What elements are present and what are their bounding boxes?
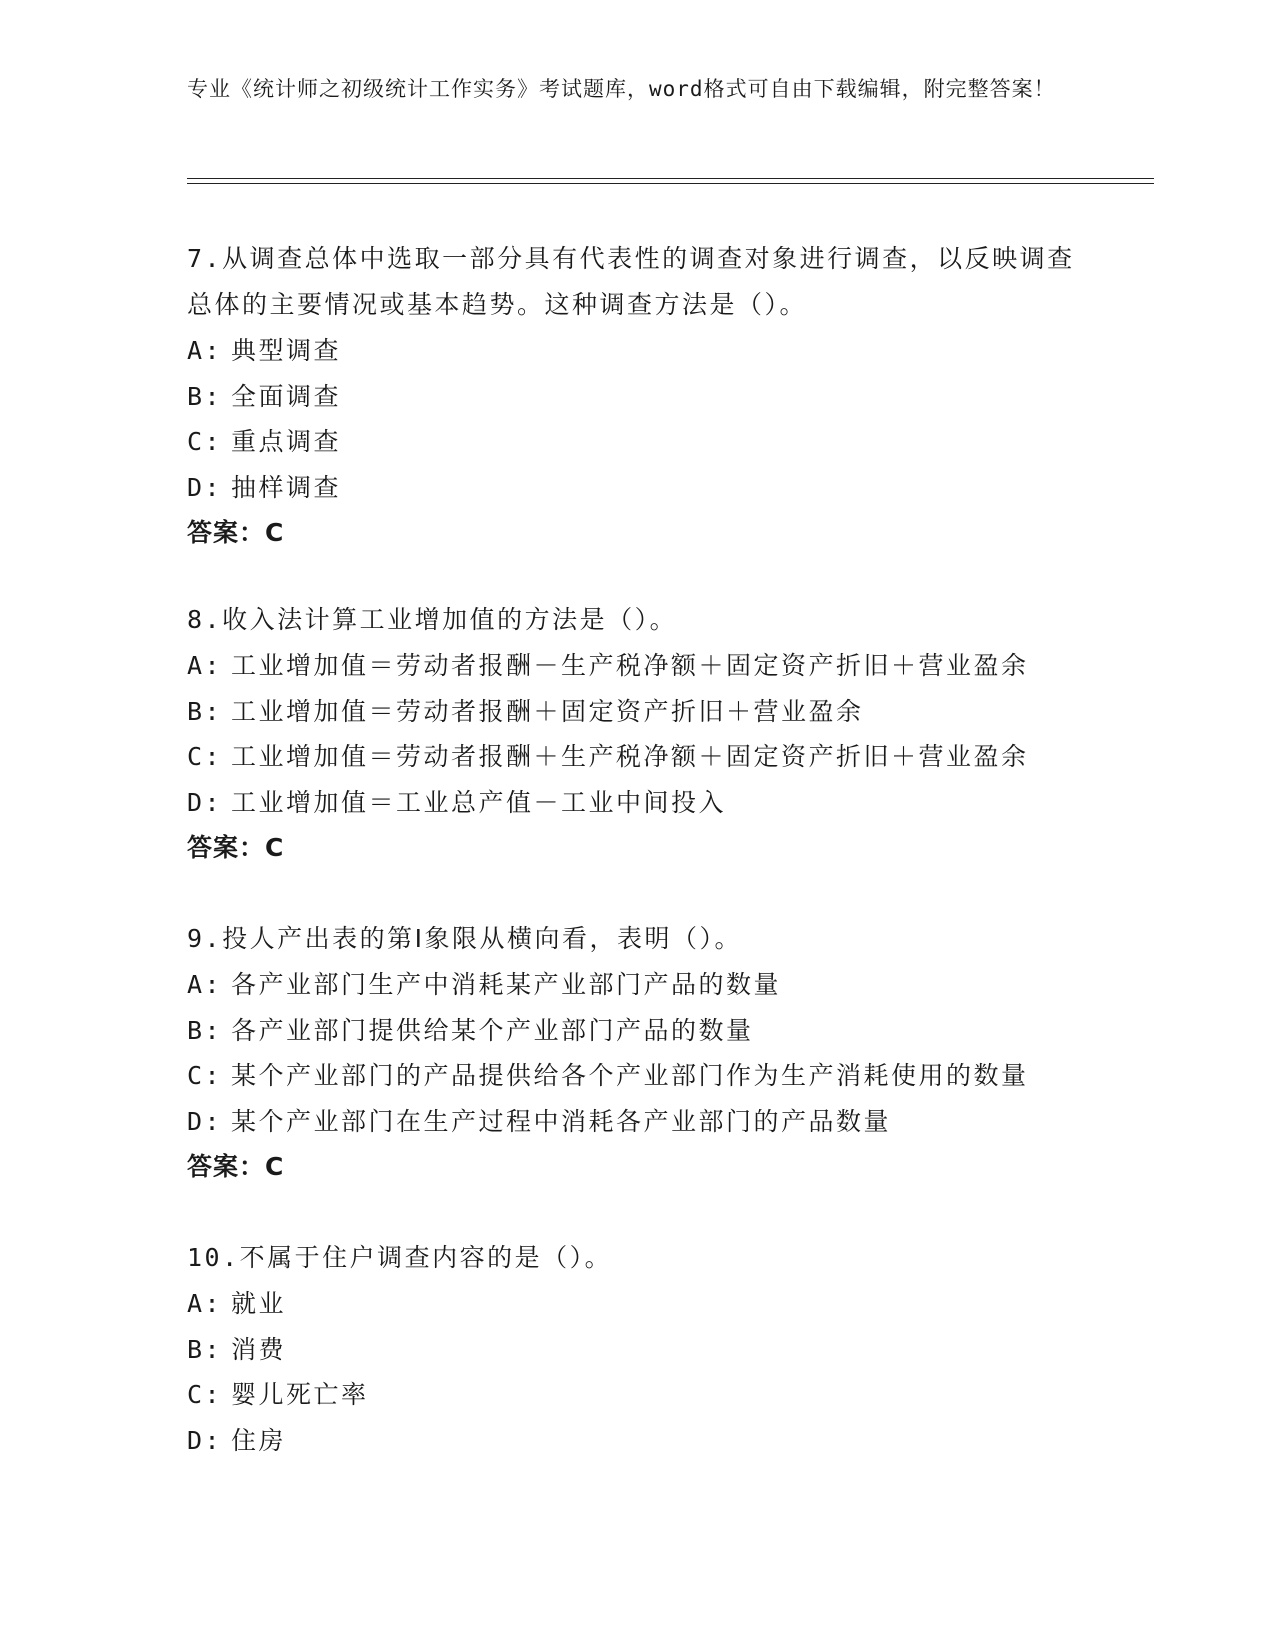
option-d: [187, 1099, 1087, 1145]
option-b: [187, 689, 1087, 735]
option-text: 工业增加值＝劳动者报酬＋生产税净额＋固定资产折旧＋营业盈余: [231, 742, 1029, 771]
option-key: C:: [187, 1061, 223, 1090]
option-d: [187, 780, 1087, 826]
option-b: [187, 1008, 1087, 1054]
option-b: [187, 1327, 1087, 1373]
question-10: [187, 1235, 1087, 1463]
header-divider-top: [187, 178, 1154, 179]
option-text: 工业增加值＝工业总产值－工业中间投入: [231, 787, 727, 817]
option-text: 住房: [231, 1425, 287, 1455]
question-stem: 7.从调查总体中选取一部分具有代表性的调查对象进行调查，以反映调查总体的主要情况或基本趋势。这种调查方法是（）。: [187, 244, 1075, 319]
option-key: A:: [187, 1289, 223, 1318]
option-key: A:: [187, 336, 223, 365]
question-9: [187, 916, 1087, 1190]
option-key: B:: [187, 696, 223, 726]
option-a: [187, 643, 1087, 689]
option-key: B:: [187, 381, 223, 411]
option-text: 某个产业部门的产品提供给各个产业部门作为生产消耗使用的数量: [231, 1061, 1029, 1090]
option-key: C:: [187, 742, 223, 771]
option-text: 工业增加值＝劳动者报酬－生产税净额＋固定资产折旧＋营业盈余: [231, 651, 1029, 680]
answer-label: 答案：C: [187, 518, 285, 547]
header-divider-bottom: [187, 183, 1154, 184]
question-7: [187, 236, 1087, 556]
option-text: 全面调查: [231, 381, 342, 411]
option-text: 就业: [231, 1289, 287, 1318]
option-key: A:: [187, 651, 223, 680]
question-stem: 10.不属于住户调查内容的是（）。: [187, 1243, 613, 1272]
question-stem: 9.投人产出表的第Ⅰ象限从横向看，表明（）。: [187, 924, 742, 953]
option-text: 重点调查: [231, 427, 342, 456]
option-text: 婴儿死亡率: [231, 1380, 369, 1409]
option-key: B:: [187, 1015, 223, 1045]
question-8: [187, 597, 1087, 871]
option-text: 典型调查: [231, 336, 342, 365]
option-d: [187, 1418, 1087, 1464]
option-a: [187, 1281, 1087, 1327]
option-key: D:: [187, 1106, 223, 1136]
option-a: [187, 962, 1087, 1008]
option-key: B:: [187, 1334, 223, 1364]
option-c: [187, 1372, 1087, 1418]
question-stem: 8.收入法计算工业增加值的方法是（）。: [187, 605, 678, 634]
option-d: [187, 465, 1087, 511]
option-key: C:: [187, 1380, 223, 1409]
option-text: 各产业部门提供给某个产业部门产品的数量: [231, 1015, 754, 1045]
document-intro: 专业《统计师之初级统计工作实务》考试题库，word格式可自由下载编辑，附完整答案！: [187, 77, 1056, 101]
option-c: [187, 419, 1087, 465]
option-text: 某个产业部门在生产过程中消耗各产业部门的产品数量: [231, 1106, 892, 1136]
option-text: 各产业部门生产中消耗某产业部门产品的数量: [231, 970, 782, 999]
option-c: [187, 734, 1087, 780]
option-a: [187, 328, 1087, 374]
option-key: C:: [187, 427, 223, 456]
option-c: [187, 1053, 1087, 1099]
option-key: D:: [187, 1425, 223, 1455]
option-key: D:: [187, 787, 223, 817]
option-b: [187, 374, 1087, 420]
option-text: 工业增加值＝劳动者报酬＋固定资产折旧＋营业盈余: [231, 696, 864, 726]
option-key: D:: [187, 472, 223, 502]
option-text: 消费: [231, 1334, 287, 1364]
answer-label: 答案：C: [187, 833, 285, 862]
answer-label: 答案：C: [187, 1152, 285, 1181]
option-key: A:: [187, 970, 223, 999]
option-text: 抽样调查: [231, 472, 342, 502]
